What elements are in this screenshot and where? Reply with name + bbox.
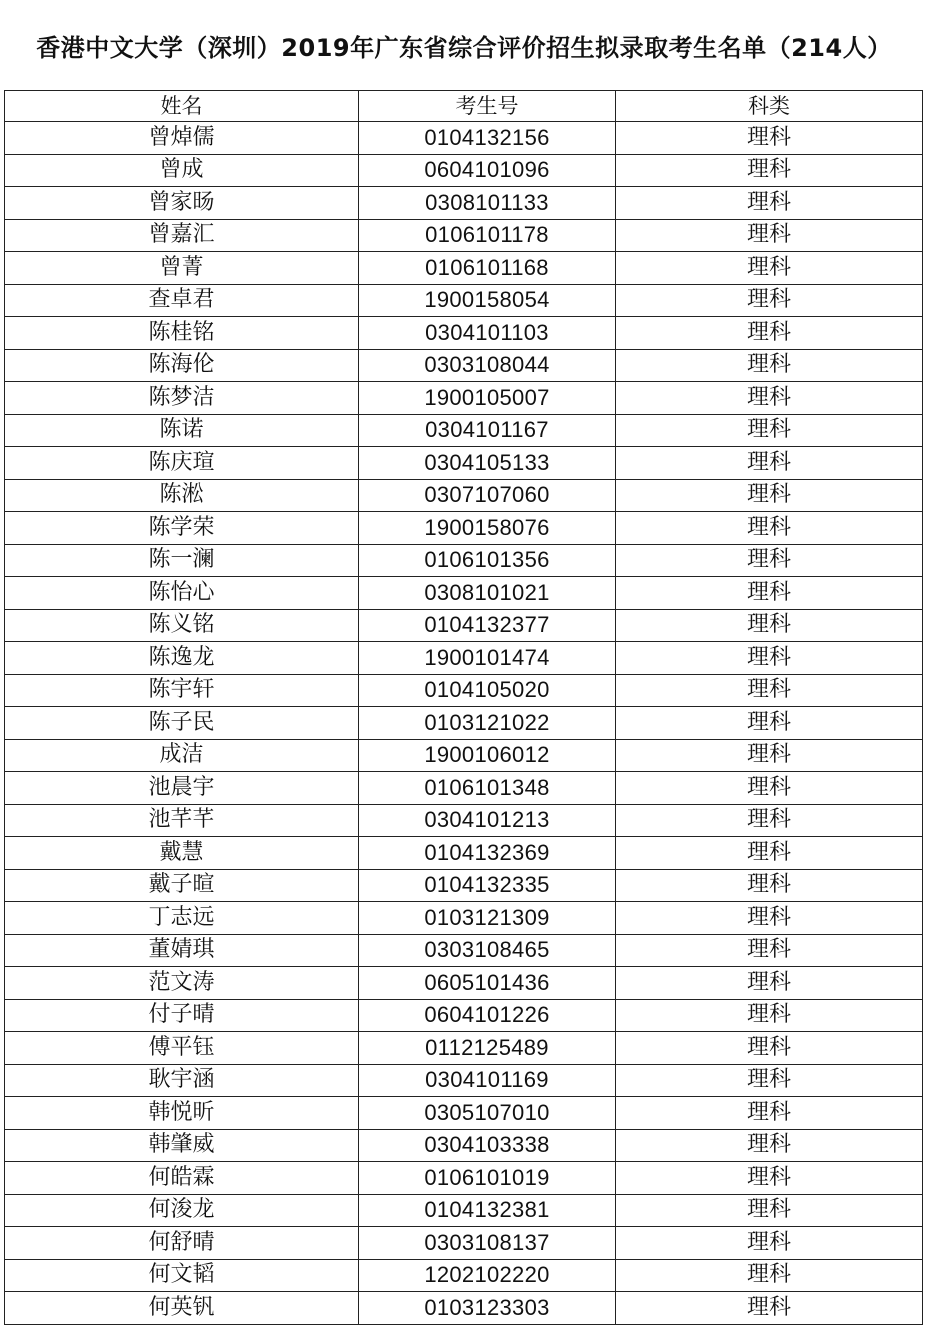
cell-category: 理科 bbox=[616, 674, 923, 707]
cell-exam-id: 0103123303 bbox=[359, 1292, 616, 1325]
cell-category: 理科 bbox=[616, 869, 923, 902]
cell-name: 池芊芊 bbox=[5, 804, 359, 837]
table-row bbox=[5, 122, 923, 155]
cell-exam-id: 0605101436 bbox=[359, 967, 616, 1000]
table-row bbox=[5, 1194, 923, 1227]
cell-category: 理科 bbox=[616, 577, 923, 610]
admission-list-table bbox=[4, 90, 923, 1325]
cell-name: 傅平钰 bbox=[5, 1032, 359, 1065]
cell-name: 陈逸龙 bbox=[5, 642, 359, 675]
table-row bbox=[5, 187, 923, 220]
table-row bbox=[5, 902, 923, 935]
table-header-row bbox=[5, 91, 923, 122]
cell-exam-id: 0106101178 bbox=[359, 219, 616, 252]
table-row bbox=[5, 447, 923, 480]
cell-exam-id: 1202102220 bbox=[359, 1259, 616, 1292]
cell-category: 理科 bbox=[616, 154, 923, 187]
cell-category: 理科 bbox=[616, 1097, 923, 1130]
cell-name: 韩肇威 bbox=[5, 1129, 359, 1162]
cell-category: 理科 bbox=[616, 772, 923, 805]
table-row bbox=[5, 934, 923, 967]
cell-category: 理科 bbox=[616, 122, 923, 155]
cell-category: 理科 bbox=[616, 1227, 923, 1260]
table-row bbox=[5, 284, 923, 317]
cell-category: 理科 bbox=[616, 1194, 923, 1227]
cell-name: 何舒晴 bbox=[5, 1227, 359, 1260]
column-header-name: 姓名 bbox=[5, 91, 359, 122]
cell-exam-id: 0112125489 bbox=[359, 1032, 616, 1065]
cell-category: 理科 bbox=[616, 219, 923, 252]
table-row bbox=[5, 999, 923, 1032]
cell-exam-id: 0604101096 bbox=[359, 154, 616, 187]
cell-exam-id: 0104105020 bbox=[359, 674, 616, 707]
cell-category: 理科 bbox=[616, 1162, 923, 1195]
table-row bbox=[5, 707, 923, 740]
cell-exam-id: 0303108137 bbox=[359, 1227, 616, 1260]
cell-name: 戴子暄 bbox=[5, 869, 359, 902]
table-row bbox=[5, 869, 923, 902]
cell-name: 陈诺 bbox=[5, 414, 359, 447]
cell-exam-id: 1900158076 bbox=[359, 512, 616, 545]
cell-name: 曾菁 bbox=[5, 252, 359, 285]
cell-name: 耿宇涵 bbox=[5, 1064, 359, 1097]
cell-category: 理科 bbox=[616, 1032, 923, 1065]
cell-exam-id: 0604101226 bbox=[359, 999, 616, 1032]
table-row bbox=[5, 1227, 923, 1260]
cell-exam-id: 1900101474 bbox=[359, 642, 616, 675]
cell-exam-id: 0104132335 bbox=[359, 869, 616, 902]
cell-category: 理科 bbox=[616, 187, 923, 220]
cell-name: 陈庆瑄 bbox=[5, 447, 359, 480]
cell-exam-id: 0308101133 bbox=[359, 187, 616, 220]
table-row bbox=[5, 577, 923, 610]
cell-category: 理科 bbox=[616, 382, 923, 415]
cell-exam-id: 0304101213 bbox=[359, 804, 616, 837]
cell-category: 理科 bbox=[616, 1259, 923, 1292]
cell-category: 理科 bbox=[616, 349, 923, 382]
cell-name: 曾嘉汇 bbox=[5, 219, 359, 252]
cell-category: 理科 bbox=[616, 1064, 923, 1097]
cell-category: 理科 bbox=[616, 317, 923, 350]
cell-name: 陈梦洁 bbox=[5, 382, 359, 415]
cell-exam-id: 0106101168 bbox=[359, 252, 616, 285]
table-row bbox=[5, 544, 923, 577]
cell-category: 理科 bbox=[616, 512, 923, 545]
cell-name: 曾成 bbox=[5, 154, 359, 187]
cell-exam-id: 0308101021 bbox=[359, 577, 616, 610]
cell-category: 理科 bbox=[616, 902, 923, 935]
table-row bbox=[5, 219, 923, 252]
table-row bbox=[5, 1292, 923, 1325]
cell-category: 理科 bbox=[616, 252, 923, 285]
table-row bbox=[5, 1097, 923, 1130]
table-row bbox=[5, 804, 923, 837]
cell-exam-id: 0305107010 bbox=[359, 1097, 616, 1130]
cell-category: 理科 bbox=[616, 934, 923, 967]
cell-name: 查卓君 bbox=[5, 284, 359, 317]
cell-name: 陈一澜 bbox=[5, 544, 359, 577]
cell-exam-id: 1900106012 bbox=[359, 739, 616, 772]
table-row bbox=[5, 414, 923, 447]
cell-category: 理科 bbox=[616, 1292, 923, 1325]
cell-exam-id: 0304103338 bbox=[359, 1129, 616, 1162]
table-row bbox=[5, 609, 923, 642]
cell-category: 理科 bbox=[616, 837, 923, 870]
table-row bbox=[5, 674, 923, 707]
table-row bbox=[5, 349, 923, 382]
cell-exam-id: 0304105133 bbox=[359, 447, 616, 480]
cell-name: 丁志远 bbox=[5, 902, 359, 935]
column-header-category: 科类 bbox=[616, 91, 923, 122]
document-title: 香港中文大学（深圳）2019年广东省综合评价招生拟录取考生名单（214人） bbox=[36, 34, 892, 62]
cell-category: 理科 bbox=[616, 284, 923, 317]
cell-name: 曾家旸 bbox=[5, 187, 359, 220]
cell-name: 陈子民 bbox=[5, 707, 359, 740]
cell-name: 董婧琪 bbox=[5, 934, 359, 967]
cell-name: 戴慧 bbox=[5, 837, 359, 870]
cell-name: 曾焯儒 bbox=[5, 122, 359, 155]
cell-exam-id: 0104132377 bbox=[359, 609, 616, 642]
cell-name: 成洁 bbox=[5, 739, 359, 772]
table-row bbox=[5, 1129, 923, 1162]
cell-category: 理科 bbox=[616, 967, 923, 1000]
cell-category: 理科 bbox=[616, 999, 923, 1032]
cell-name: 陈怡心 bbox=[5, 577, 359, 610]
cell-exam-id: 1900158054 bbox=[359, 284, 616, 317]
table-row bbox=[5, 772, 923, 805]
table-row bbox=[5, 642, 923, 675]
cell-exam-id: 1900105007 bbox=[359, 382, 616, 415]
table-row bbox=[5, 382, 923, 415]
cell-exam-id: 0304101103 bbox=[359, 317, 616, 350]
cell-category: 理科 bbox=[616, 414, 923, 447]
cell-exam-id: 0304101169 bbox=[359, 1064, 616, 1097]
cell-exam-id: 0304101167 bbox=[359, 414, 616, 447]
cell-category: 理科 bbox=[616, 739, 923, 772]
cell-category: 理科 bbox=[616, 447, 923, 480]
cell-name: 陈海伦 bbox=[5, 349, 359, 382]
table-row bbox=[5, 317, 923, 350]
table-row bbox=[5, 252, 923, 285]
cell-category: 理科 bbox=[616, 609, 923, 642]
table-row bbox=[5, 967, 923, 1000]
table-body bbox=[5, 122, 923, 1325]
cell-category: 理科 bbox=[616, 707, 923, 740]
cell-name: 陈义铭 bbox=[5, 609, 359, 642]
cell-exam-id: 0106101356 bbox=[359, 544, 616, 577]
cell-exam-id: 0103121309 bbox=[359, 902, 616, 935]
cell-exam-id: 0307107060 bbox=[359, 479, 616, 512]
cell-category: 理科 bbox=[616, 642, 923, 675]
table-row bbox=[5, 1032, 923, 1065]
cell-name: 陈宇轩 bbox=[5, 674, 359, 707]
cell-exam-id: 0103121022 bbox=[359, 707, 616, 740]
cell-exam-id: 0106101019 bbox=[359, 1162, 616, 1195]
cell-category: 理科 bbox=[616, 1129, 923, 1162]
table-row bbox=[5, 1259, 923, 1292]
cell-exam-id: 0104132381 bbox=[359, 1194, 616, 1227]
table-row bbox=[5, 837, 923, 870]
cell-name: 陈学荣 bbox=[5, 512, 359, 545]
table-row bbox=[5, 739, 923, 772]
table-row bbox=[5, 479, 923, 512]
cell-name: 陈淞 bbox=[5, 479, 359, 512]
cell-name: 范文涛 bbox=[5, 967, 359, 1000]
cell-name: 何皓霖 bbox=[5, 1162, 359, 1195]
cell-name: 付子晴 bbox=[5, 999, 359, 1032]
cell-name: 何文韬 bbox=[5, 1259, 359, 1292]
table-row bbox=[5, 512, 923, 545]
table-row bbox=[5, 154, 923, 187]
cell-name: 池晨宇 bbox=[5, 772, 359, 805]
cell-category: 理科 bbox=[616, 804, 923, 837]
cell-exam-id: 0106101348 bbox=[359, 772, 616, 805]
cell-category: 理科 bbox=[616, 479, 923, 512]
cell-exam-id: 0104132156 bbox=[359, 122, 616, 155]
table-row bbox=[5, 1064, 923, 1097]
cell-name: 韩悦昕 bbox=[5, 1097, 359, 1130]
cell-name: 陈桂铭 bbox=[5, 317, 359, 350]
cell-category: 理科 bbox=[616, 544, 923, 577]
table-row bbox=[5, 1162, 923, 1195]
cell-exam-id: 0303108465 bbox=[359, 934, 616, 967]
cell-name: 何浚龙 bbox=[5, 1194, 359, 1227]
cell-exam-id: 0104132369 bbox=[359, 837, 616, 870]
cell-exam-id: 0303108044 bbox=[359, 349, 616, 382]
column-header-exam-id: 考生号 bbox=[359, 91, 616, 122]
cell-name: 何英钒 bbox=[5, 1292, 359, 1325]
